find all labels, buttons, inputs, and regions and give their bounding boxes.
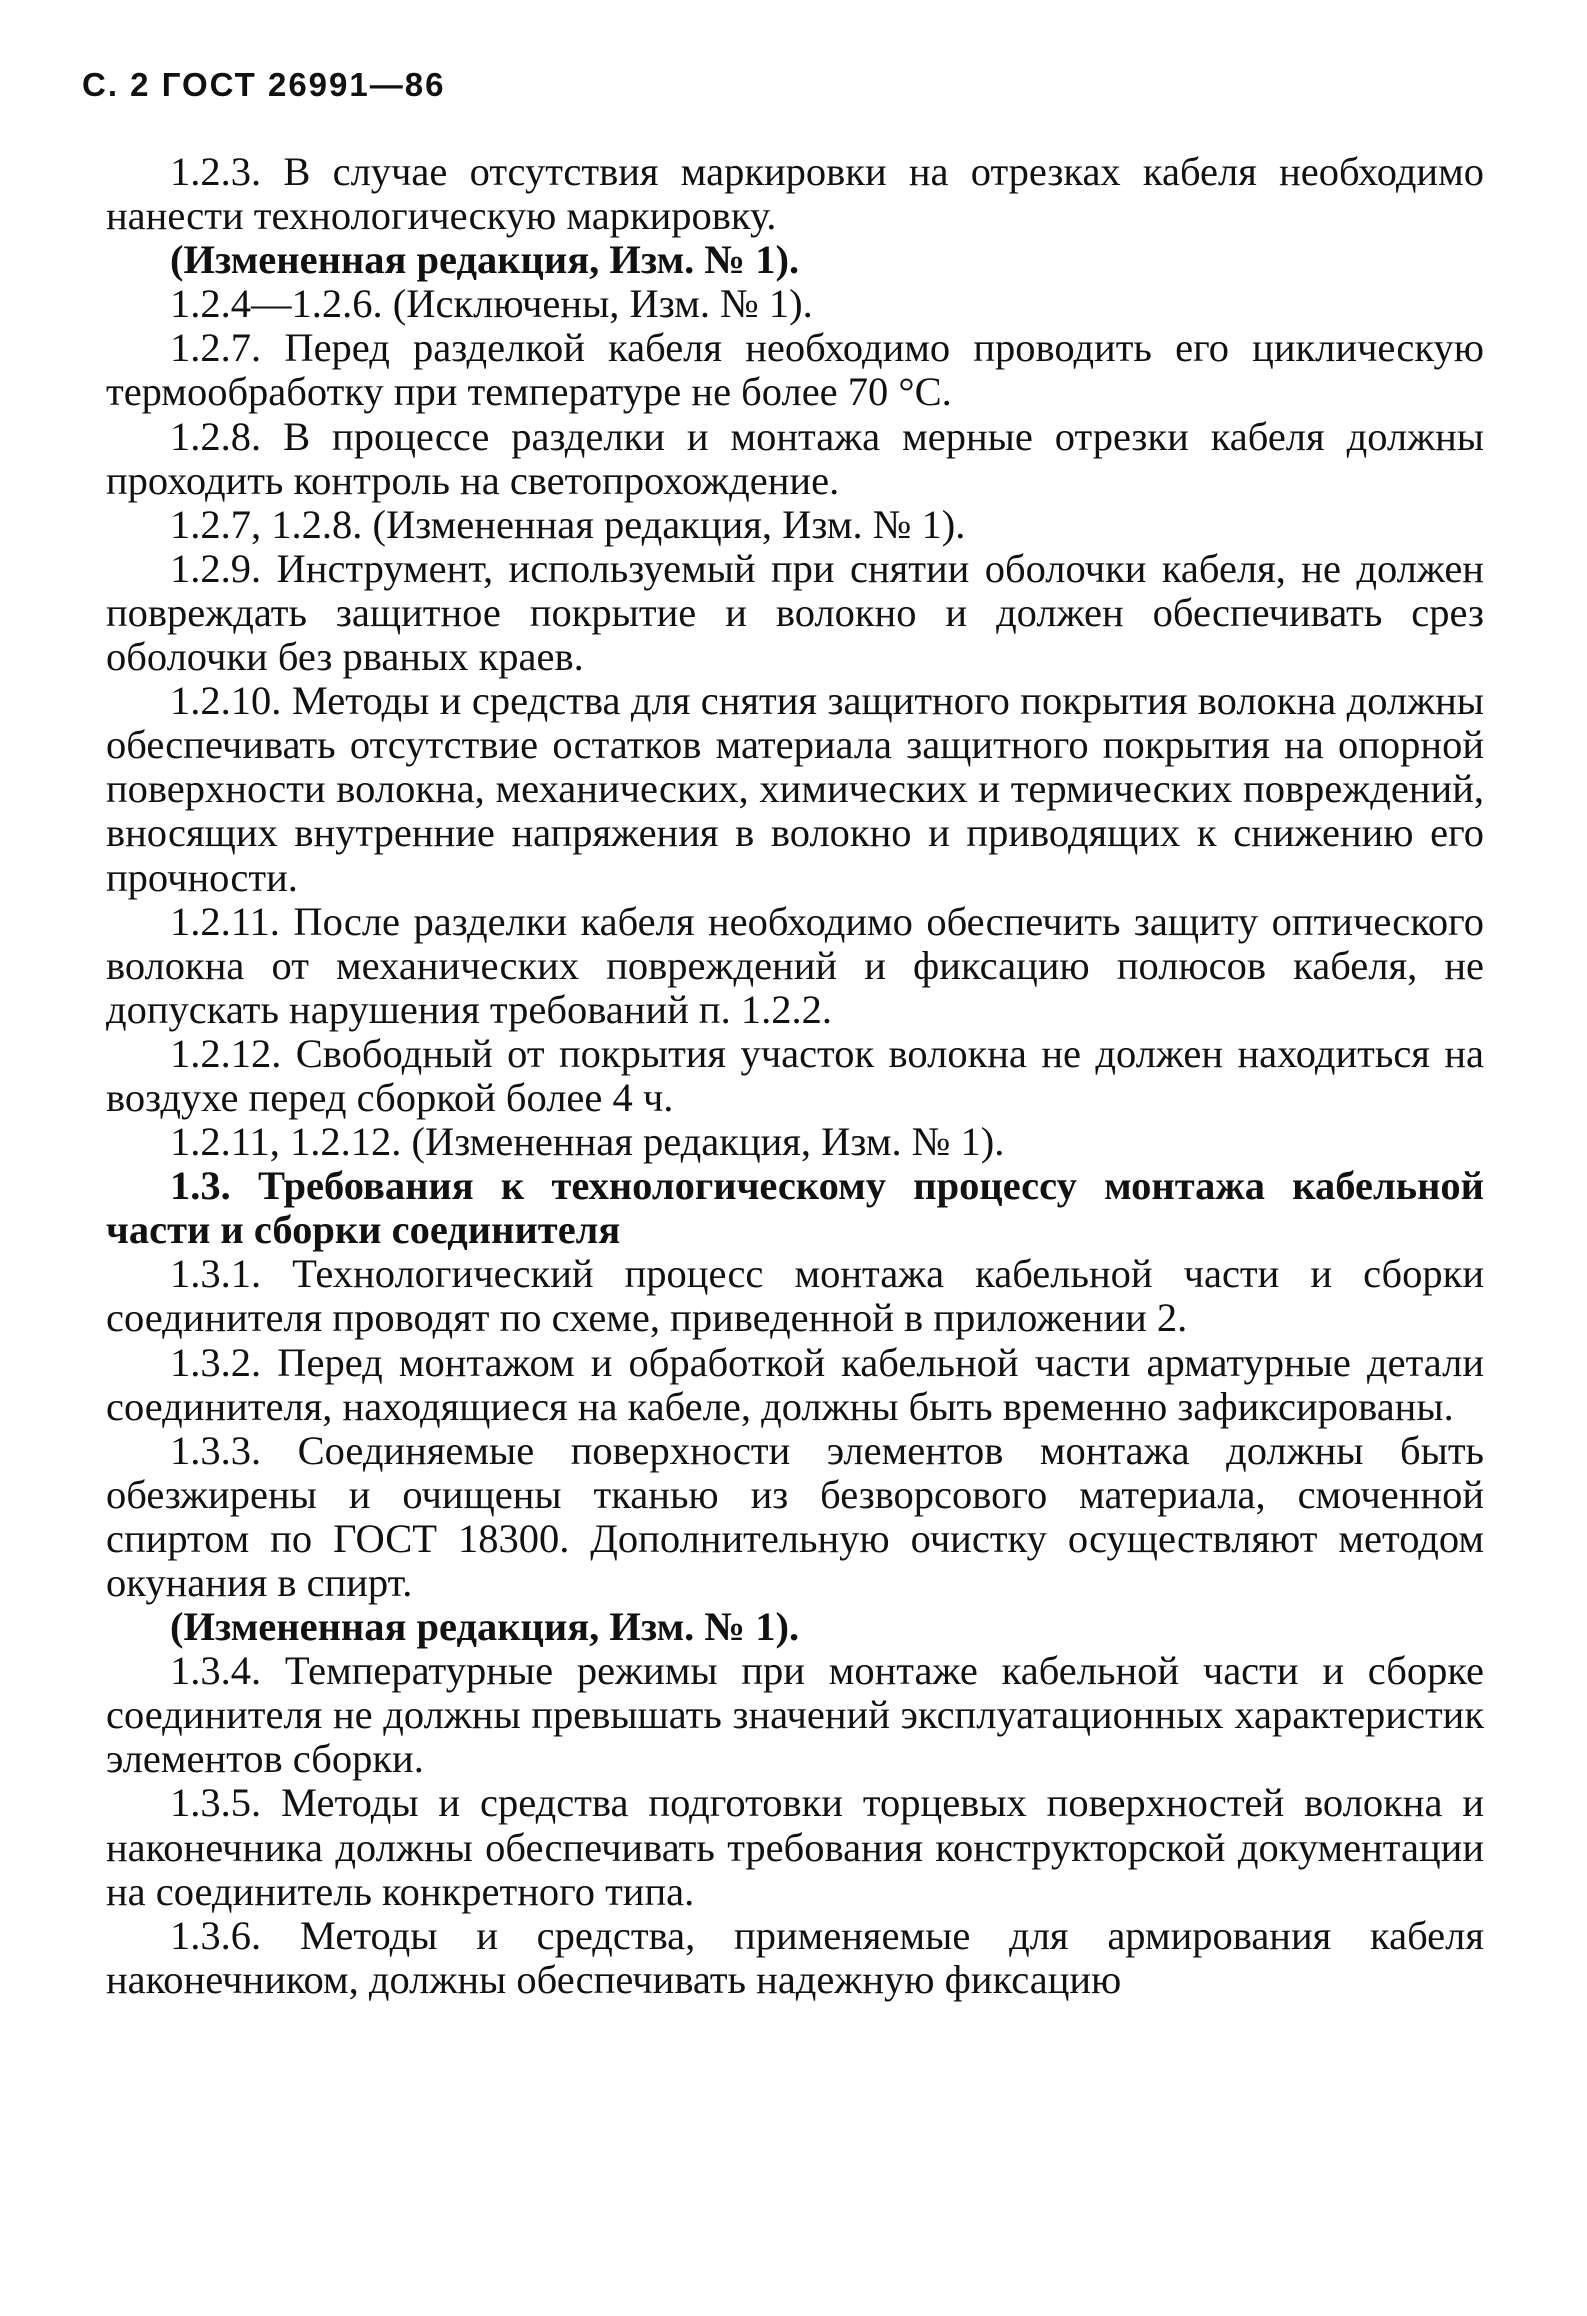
paragraph-1-2-7: 1.2.7. Перед разделкой кабеля необходимо проводить его циклическую термообработку при температуре не более 70 °С. xyxy=(106,325,1484,415)
paragraph-1-2-8: 1.2.8. В процессе разделки и монтажа мерные отрезки кабеля должны проходить контроль на светопрохождение. xyxy=(106,413,1484,503)
paragraph-1-2-12: 1.2.12. Свободный от покрытия участок волокна не должен находиться на воздухе перед сборкой более 4 ч. xyxy=(106,1030,1484,1120)
body-text xyxy=(106,150,1484,2002)
amendment-note-1-3-3: (Измененная редакция, Изм. № 1). xyxy=(170,1604,800,1650)
amendment-note: (Измененная редакция, Изм. № 1). xyxy=(170,237,800,283)
paragraph-1-2-11: 1.2.11. После разделки кабеля необходимо обеспечить защиту оптического волокна от механических повреждений и фиксацию полюсов кабеля, не допускать нарушения требований п. 1.2.2. xyxy=(106,898,1484,1032)
paragraph-1-2-4-to-1-2-6: 1.2.4—1.2.6. (Исключены, Изм. № 1). xyxy=(170,281,813,327)
paragraph-1-3-3: 1.3.3. Соединяемые поверхности элементов монтажа должны быть обезжирены и очищены тканью из безворсового материала, смоченной спиртом по ГОСТ 18300. Дополнительную очистку осуществляют методом окунания в спирт. xyxy=(106,1427,1484,1605)
running-header: С. 2 ГОСТ 26991—86 xyxy=(82,66,446,103)
paragraph-1-3-5: 1.3.5. Методы и средства подготовки торцевых поверхностей волокна и наконечника должны обеспечивать требования конструкторской документации на соединитель конкретного типа. xyxy=(106,1780,1484,1914)
paragraph-1-2-10: 1.2.10. Методы и средства для снятия защитного покрытия волокна должны обеспечивать отсутствие остатков материала защитного покрытия на опорной поверхности волокна, механических, химических и термических повреждений, вносящих внутренние напряжения в волокно и приводящих к снижению его прочности. xyxy=(106,678,1484,900)
amendment-note-1-2-11-1-2-12: 1.2.11, 1.2.12. (Измененная редакция, Изм. № 1). xyxy=(170,1119,1005,1165)
section-heading-1-3: 1.3. Требования к технологическому процессу монтажа кабельной части и сборки соединителя xyxy=(106,1163,1484,1253)
paragraph-1-3-2: 1.3.2. Перед монтажом и обработкой кабельной части арматурные детали соединителя, находящиеся на кабеле, должны быть временно зафиксированы. xyxy=(106,1339,1484,1429)
paragraph-1-2-3: 1.2.3. В случае отсутствия маркировки на отрезках кабеля необходимо нанести технологическую маркировку. xyxy=(106,149,1484,239)
paragraph-1-2-9: 1.2.9. Инструмент, используемый при снятии оболочки кабеля, не должен повреждать защитное покрытие и волокно и должен обеспечивать срез оболочки без рваных краев. xyxy=(106,545,1484,680)
paragraph-1-3-4: 1.3.4. Температурные режимы при монтаже кабельной части и сборке соединителя не должны превышать значений эксплуатационных характеристик элементов сборки. xyxy=(106,1648,1484,1782)
paragraph-1-3-6: 1.3.6. Методы и средства, применяемые для армирования кабеля наконечником, должны обеспечивать надежную фиксацию xyxy=(106,1912,1484,2002)
paragraph-1-3-1: 1.3.1. Технологический процесс монтажа кабельной части и сборки соединителя проводят по схеме, приведенной в приложении 2. xyxy=(106,1251,1484,1341)
amendment-note-1-2-7-1-2-8: 1.2.7, 1.2.8. (Измененная редакция, Изм. № 1). xyxy=(170,501,966,547)
